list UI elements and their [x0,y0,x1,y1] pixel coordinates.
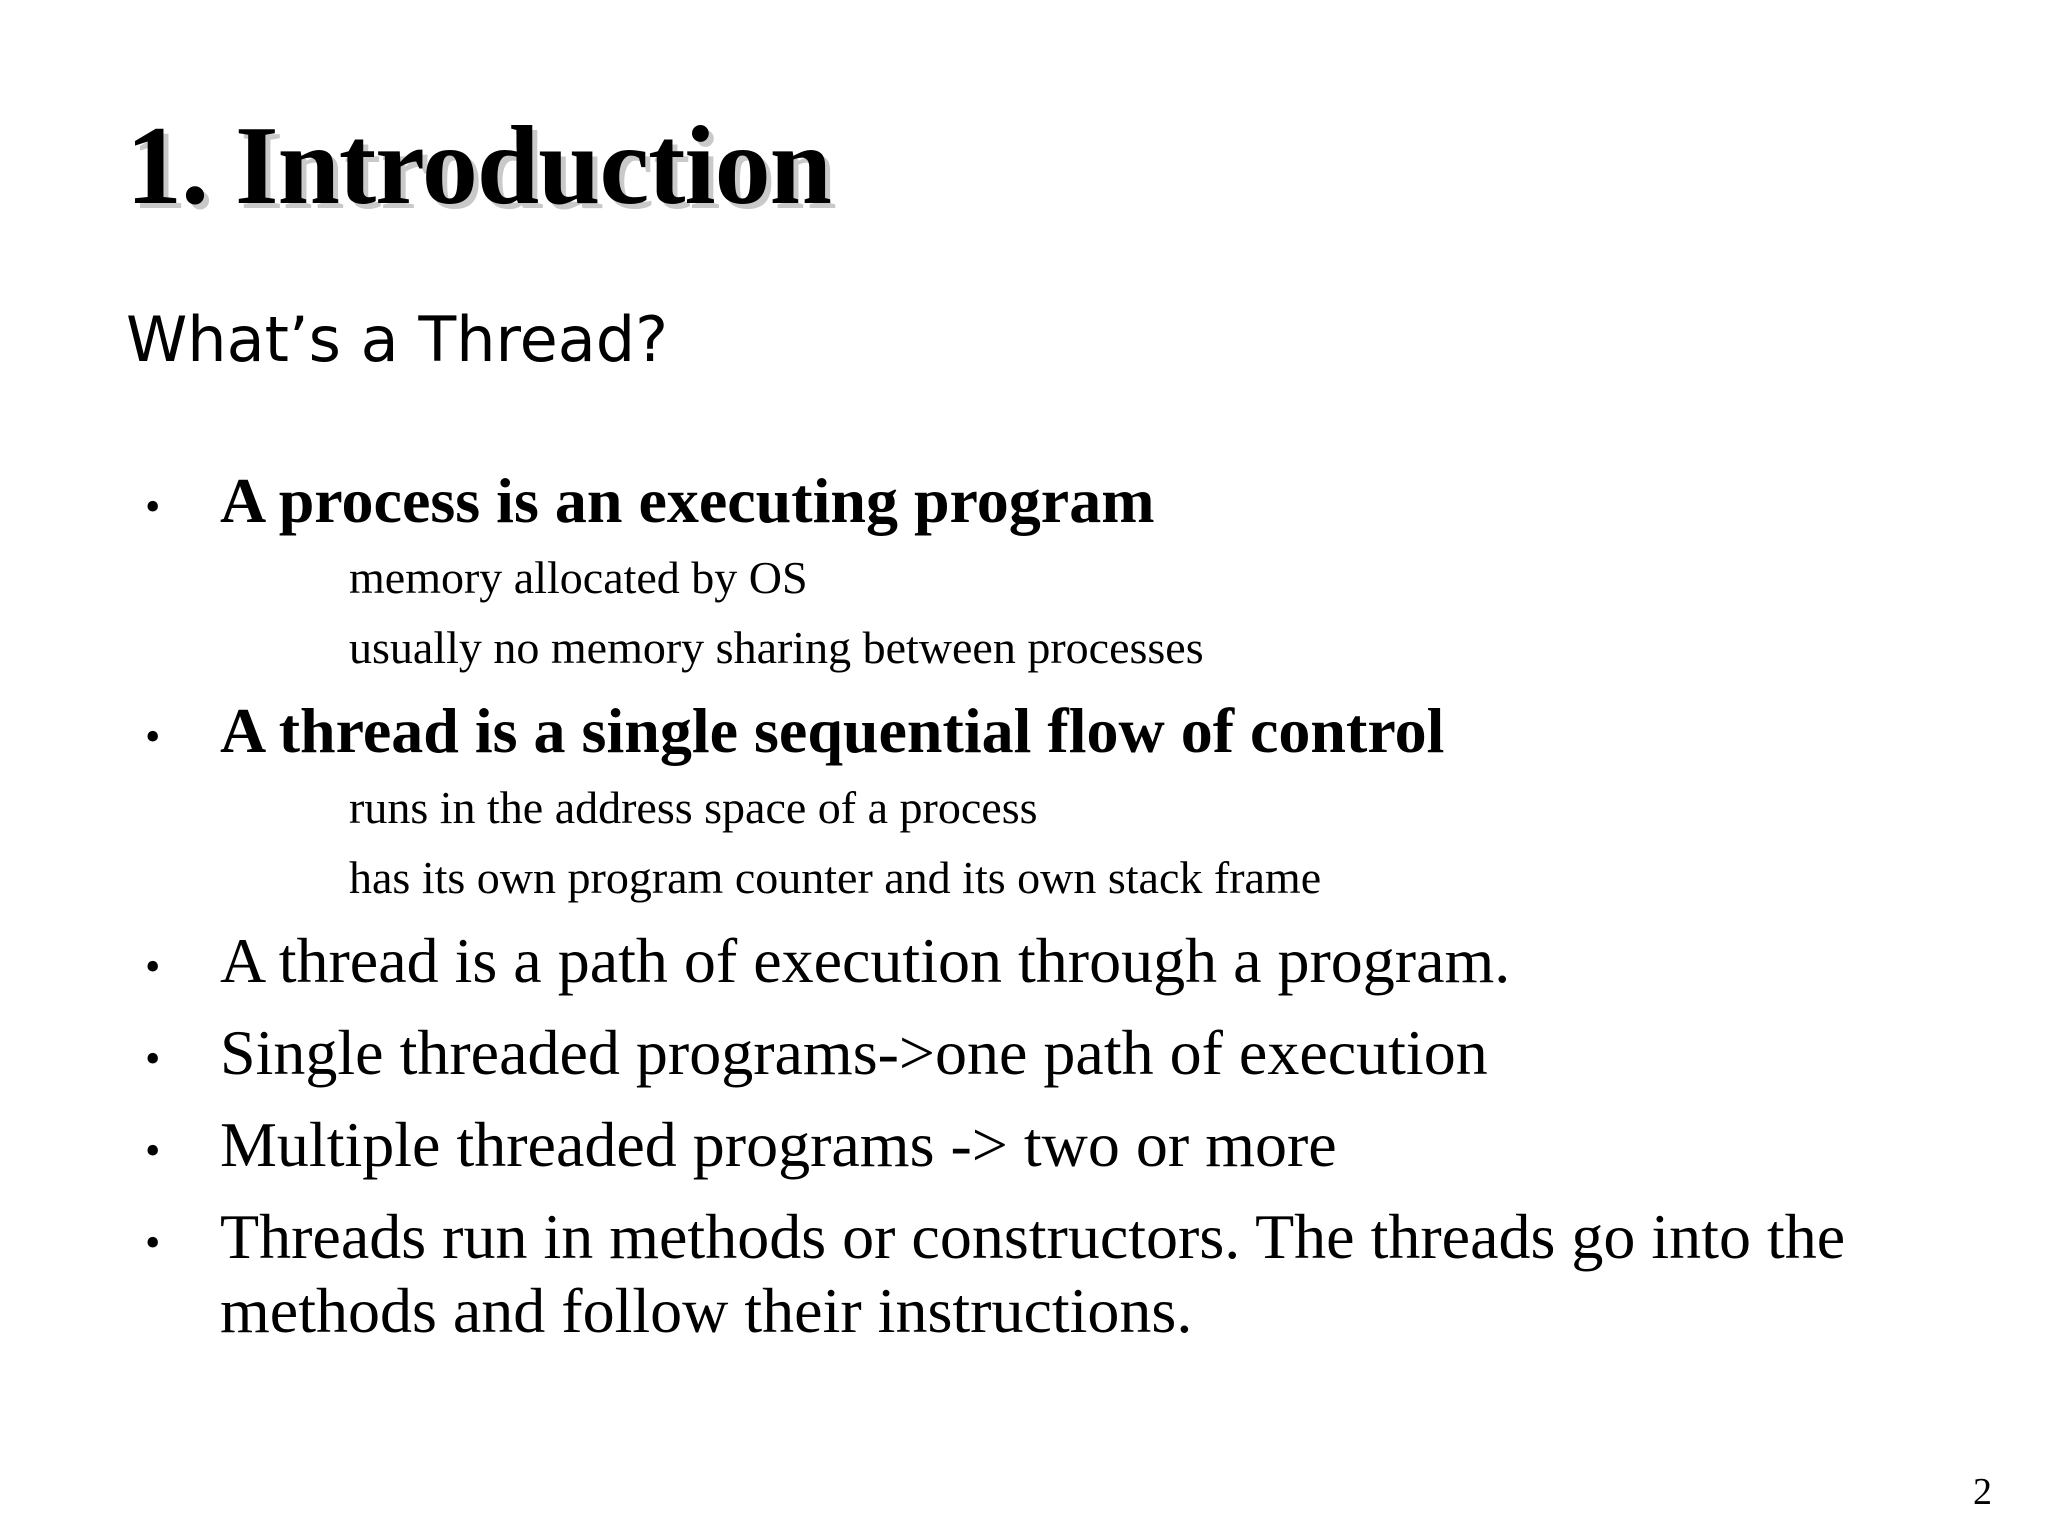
subpoint-no-memory-sharing: usually no memory sharing between processes [349,622,1204,673]
bullet-process-definition: A process is an executing program [220,465,1155,536]
bullet-thread-definition: A thread is a single sequential flow of control [220,695,1445,766]
bullet-marker: • [145,712,161,761]
bullet-single-threaded: Single threaded programs->one path of execution [220,1017,1488,1088]
subpoint-memory-allocated: memory allocated by OS [349,552,808,603]
bullet-multiple-threaded: Multiple threaded programs -> two or more [220,1109,1337,1180]
subpoint-address-space: runs in the address space of a process [349,782,1038,833]
slide-subtitle: What’s a Thread? [126,303,669,376]
bullet-marker: • [145,1126,161,1175]
bullet-thread-path: A thread is a path of execution through a program. [220,925,1511,996]
bullet-methods-constructors: Threads run in methods or constructors. The threads go into the methods and follow their instructions. [220,1201,1846,1346]
subpoint-program-counter: has its own program counter and its own stack frame [349,852,1322,903]
slide-title: 1. Introduction [126,104,831,228]
bullet-marker: • [145,1034,161,1083]
bullet-marker: • [145,942,161,991]
bullet-marker: • [145,1218,161,1267]
slide-page-number: 2 [1973,1471,1992,1513]
bullet-marker: • [145,482,161,531]
